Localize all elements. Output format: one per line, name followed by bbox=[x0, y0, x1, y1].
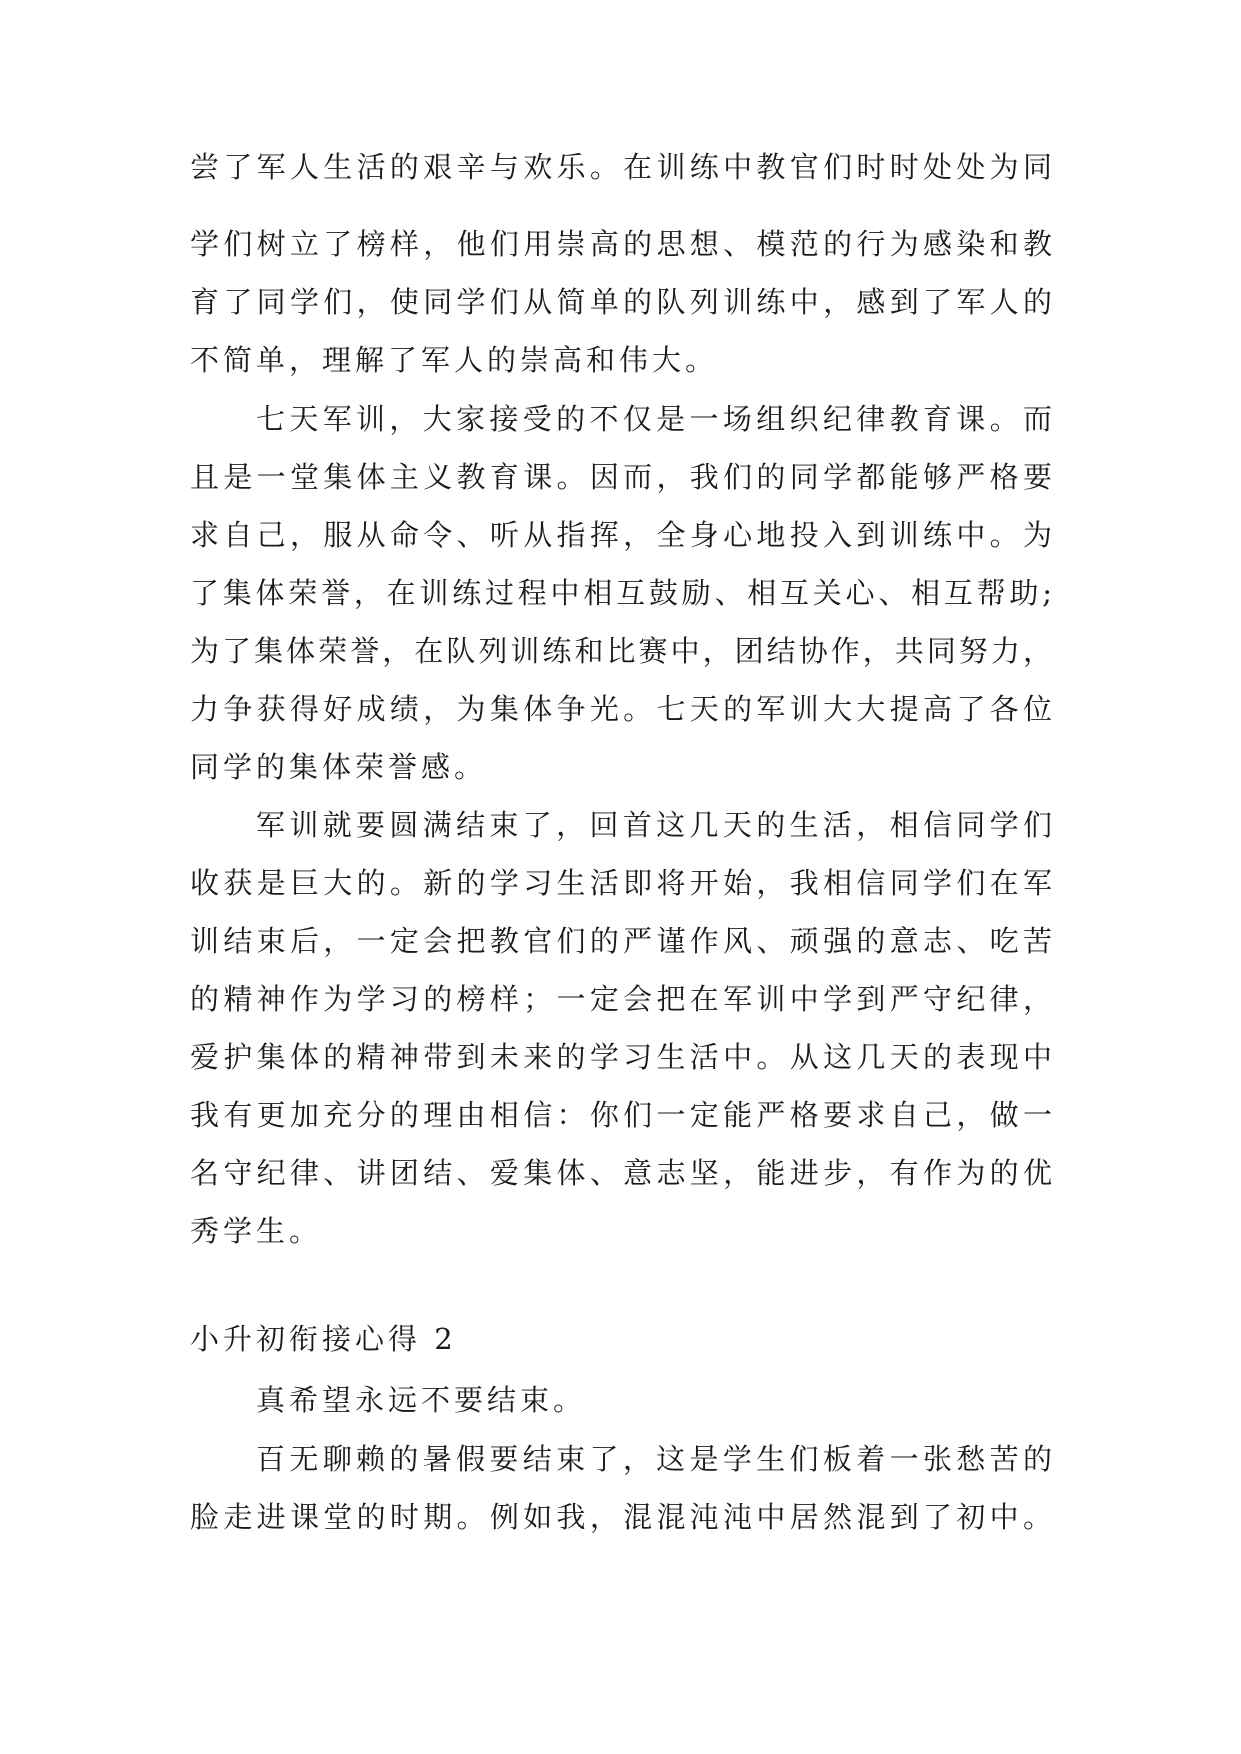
paragraph-line: 且是一堂集体主义教育课。因而，我们的同学都能够严格要 bbox=[190, 460, 1052, 494]
paragraph-line: 七天军训，大家接受的不仅是一场组织纪律教育课。而 bbox=[256, 402, 1052, 436]
paragraph-line: 尝了军人生活的艰辛与欢乐。在训练中教官们时时处处为同 bbox=[190, 150, 1052, 184]
paragraph-line: 力争获得好成绩，为集体争光。七天的军训大大提高了各位 bbox=[190, 692, 1052, 726]
paragraph-line: 军训就要圆满结束了，回首这几天的生活，相信同学们 bbox=[256, 808, 1052, 842]
paragraph-line: 不简单，理解了军人的崇高和伟大。 bbox=[190, 343, 719, 377]
paragraph-line: 育了同学们，使同学们从简单的队列训练中，感到了军人的 bbox=[190, 285, 1052, 319]
paragraph-line: 脸走进课堂的时期。例如我，混混沌沌中居然混到了初中。 bbox=[190, 1500, 1052, 1534]
paragraph-line: 求自己，服从命令、听从指挥，全身心地投入到训练中。为 bbox=[190, 518, 1052, 552]
paragraph-line: 学们树立了榜样，他们用崇高的思想、模范的行为感染和教 bbox=[190, 227, 1052, 261]
paragraph-line: 收获是巨大的。新的学习生活即将开始，我相信同学们在军 bbox=[190, 866, 1052, 900]
paragraph-line: 了集体荣誉，在训练过程中相互鼓励、相互关心、相互帮助; bbox=[190, 576, 1052, 610]
paragraph-line: 真希望永远不要结束。 bbox=[256, 1383, 587, 1417]
paragraph-line: 爱护集体的精神带到未来的学习生活中。从这几天的表现中 bbox=[190, 1040, 1052, 1074]
paragraph-line: 名守纪律、讲团结、爱集体、意志坚，能进步，有作为的优 bbox=[190, 1156, 1052, 1190]
paragraph-line: 的精神作为学习的榜样；一定会把在军训中学到严守纪律， bbox=[190, 982, 1052, 1016]
section-heading: 小升初衔接心得 2 bbox=[190, 1322, 457, 1356]
paragraph-line: 同学的集体荣誉感。 bbox=[190, 750, 488, 784]
paragraph-line: 秀学生。 bbox=[190, 1214, 323, 1248]
paragraph-line: 百无聊赖的暑假要结束了，这是学生们板着一张愁苦的 bbox=[256, 1442, 1052, 1476]
paragraph-line: 我有更加充分的理由相信：你们一定能严格要求自己，做一 bbox=[190, 1098, 1052, 1132]
paragraph-line: 为了集体荣誉，在队列训练和比赛中，团结协作，共同努力， bbox=[190, 634, 1052, 668]
paragraph-line: 训结束后，一定会把教官们的严谨作风、顽强的意志、吃苦 bbox=[190, 924, 1052, 958]
